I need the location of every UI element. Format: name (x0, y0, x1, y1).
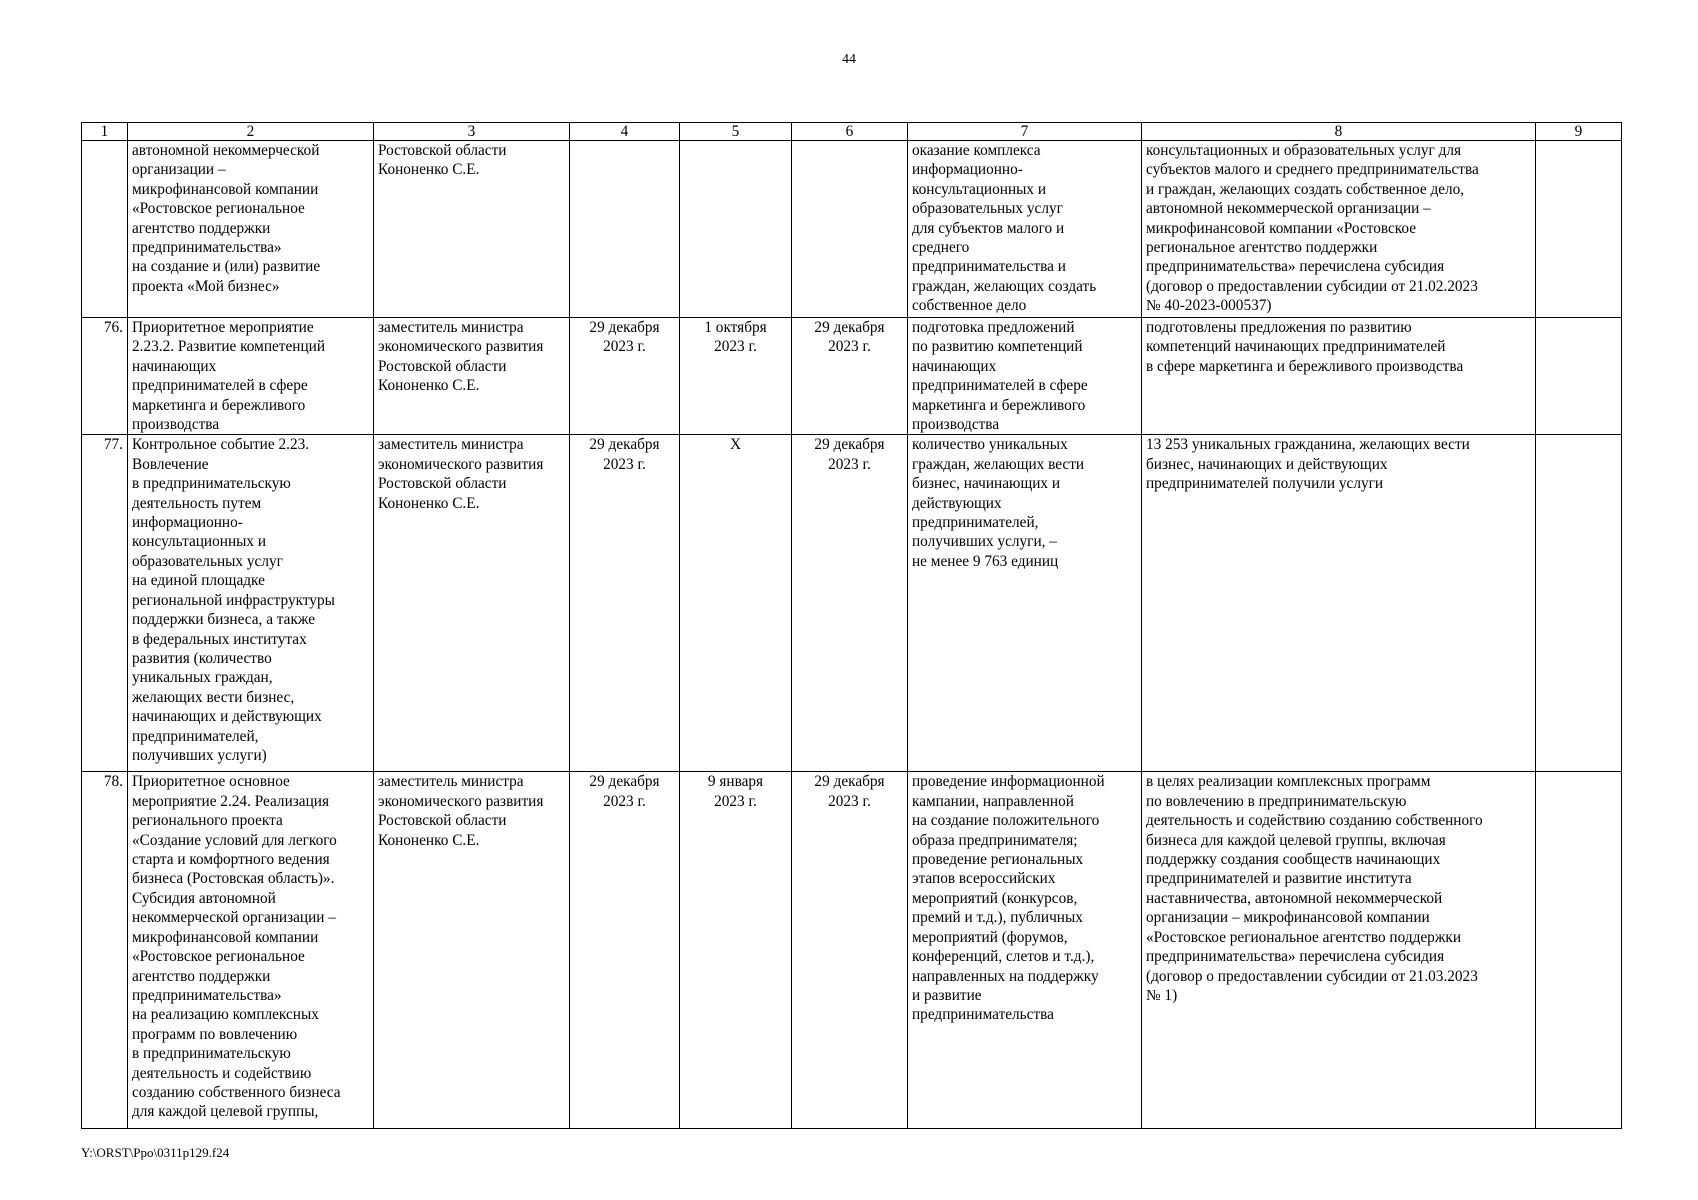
cell-text-line: в целях реализации комплексных программ (1146, 773, 1431, 791)
cell-text-line: производства (912, 416, 1000, 434)
cell-text-line: Приоритетное мероприятие (132, 319, 314, 336)
cell-text-line: регионального проекта (132, 812, 283, 830)
cell-text-line: среднего (912, 239, 970, 257)
cell-text-line: 2023 г. (603, 792, 646, 810)
cell-text-line: не менее 9 763 единиц (912, 552, 1059, 570)
notes-cell (1536, 435, 1622, 772)
planned-date-cell (570, 141, 680, 318)
cell-text-line: Ростовской области (378, 812, 507, 830)
column-header: 5 (680, 123, 792, 141)
cell-text-line: проведение информационной (912, 773, 1105, 791)
cell-text-line: предпринимательства» перечислена субсидия (1146, 258, 1445, 276)
cell-text-line: в предпринимательскую (132, 1045, 291, 1063)
cell-text-line: предпринимателей, (132, 727, 259, 745)
cell-text-line: автономной некоммерческой организации – (1146, 200, 1431, 218)
cell-text-line: 29 декабря (814, 436, 885, 454)
cell-text-line: бизнеса (Ростовская область)». (132, 870, 335, 888)
cell-text-line: этапов всероссийских (912, 870, 1056, 888)
cell-text-line: «Создание условий для легкого (132, 831, 337, 849)
cell-text-line: региональной инфраструктуры (132, 591, 335, 609)
cell-text-line: мероприятий (конкурсов, (912, 889, 1078, 907)
cell-text-line: (договор о предоставлении субсидии от 21.02.2023 (1146, 277, 1478, 295)
actual-result-cell (1142, 141, 1536, 318)
cell-text-line: подготовлены предложения по развитию (1146, 319, 1412, 336)
column-header: 2 (128, 123, 374, 141)
cell-text-line: предпринимательства (912, 1006, 1054, 1024)
events-table (81, 122, 1622, 1129)
responsible-cell (374, 772, 570, 1129)
cell-text-line: уникальных граждан, (132, 669, 273, 687)
cell-text-line: экономического развития (378, 792, 544, 810)
cell-text-line: поддержки бизнеса, а также (132, 611, 316, 629)
row-number-cell (82, 772, 128, 1129)
cell-text-line: X (729, 436, 742, 454)
cell-text-line: заместитель министра (378, 436, 524, 454)
cell-text-line: на создание и (или) развитие (132, 258, 321, 276)
expected-result-cell (908, 435, 1142, 772)
cell-text-line: микрофинансовой компании (132, 180, 319, 198)
cell-text-line: деятельность и содействию (132, 1064, 312, 1082)
cell-text-line: 29 декабря (814, 319, 885, 336)
cell-text-line: конференций, слетов и т.д.), (912, 948, 1095, 966)
cell-text-line: Ростовской области (378, 475, 507, 493)
column-header: 8 (1142, 123, 1536, 141)
actual-start-cell (680, 141, 792, 318)
cell-text-line: предпринимательства» (132, 986, 282, 1004)
cell-text-line: агентство поддержки (132, 967, 271, 985)
notes-cell (1536, 141, 1622, 318)
cell-text-line: развития (количество (132, 649, 272, 667)
cell-text-line: на создание положительного (912, 812, 1100, 830)
cell-text-line: «Ростовское региональное (132, 948, 305, 966)
actual-start-cell (680, 318, 792, 435)
cell-text-line: консультационных и образовательных услуг для (1146, 142, 1462, 159)
row-number-cell (82, 141, 128, 318)
cell-text-line: Кононенко С.Е. (378, 494, 480, 512)
measure-name-cell (128, 772, 374, 1129)
cell-text-line: образовательных услуг (132, 552, 283, 570)
cell-text-line: деятельность путем (132, 494, 262, 512)
cell-text-line: собственное дело (912, 297, 1027, 315)
cell-text-line: организации – микрофинансовой компании (1146, 909, 1430, 927)
column-header: 7 (908, 123, 1142, 141)
cell-text-line: оказание комплекса (912, 142, 1041, 159)
table-row (82, 141, 1622, 318)
cell-text-line: Ростовской области (378, 142, 507, 159)
expected-result-cell (908, 772, 1142, 1129)
cell-text-line: созданию собственного бизнеса (132, 1083, 341, 1101)
cell-text-line: наставничества, автономной некоммерческой (1146, 889, 1443, 907)
cell-text-line: действующих (912, 494, 1002, 512)
cell-text-line: консультационных и (912, 180, 1047, 198)
cell-text-line: образовательных услуг (912, 200, 1063, 218)
planned-date-cell (570, 318, 680, 435)
cell-text-line: организации – (132, 161, 226, 179)
cell-text-line: 2023 г. (714, 792, 757, 810)
cell-text-line: региональное агентство поддержки (1146, 239, 1378, 257)
cell-text-line: получивших услуги, – (912, 533, 1057, 551)
row-number-cell (82, 435, 128, 772)
table-row (82, 772, 1622, 1129)
actual-start-cell (680, 772, 792, 1129)
cell-text-line: заместитель министра (378, 319, 524, 336)
cell-text-line: на реализацию комплексных (132, 1006, 319, 1024)
cell-text-line: проведение региональных (912, 851, 1084, 869)
cell-text-line: бизнес, начинающих и (912, 475, 1061, 493)
cell-text-line: подготовка предложений (912, 319, 1075, 336)
cell-text-line: кампании, направленной (912, 792, 1074, 810)
cell-text-line: в предпринимательскую (132, 475, 291, 493)
cell-text-line: Кононенко С.Е. (378, 161, 480, 179)
cell-text-line: деятельность и содействию созданию собственного (1146, 812, 1483, 830)
cell-text-line: «Ростовское региональное агентство поддержки (1146, 928, 1462, 946)
footer-file-path: Y:\ORST\Ppo\0311p129.f24 (81, 1145, 230, 1160)
cell-text-line: заместитель министра (378, 773, 524, 791)
expected-result-cell (908, 318, 1142, 435)
cell-text-line: информационно- (912, 161, 1023, 179)
cell-text-line: премий и т.д.), публичных (912, 909, 1083, 927)
actual-end-cell (792, 141, 908, 318)
cell-text-line: Кононенко С.Е. (378, 377, 480, 395)
cell-text-line: предпринимателей и развитие института (1146, 870, 1412, 888)
cell-text-line: Приоритетное основное (132, 773, 290, 791)
cell-text-line: 1 октября (704, 319, 767, 336)
cell-text-line: консультационных и (132, 533, 267, 551)
row-number: 76. (103, 319, 123, 336)
cell-text-line: 2023 г. (828, 792, 871, 810)
cell-text-line: некоммерческой организации – (132, 909, 336, 927)
responsible-cell (374, 318, 570, 435)
cell-text-line: «Ростовское региональное (132, 200, 305, 218)
column-number-row (82, 123, 1622, 141)
cell-text-line: программ по вовлечению (132, 1025, 298, 1043)
measure-name-cell (128, 141, 374, 318)
cell-text-line: по вовлечению в предпринимательскую (1146, 792, 1407, 810)
cell-text-line: Вовлечение (132, 455, 209, 473)
cell-text-line: в федеральных институтах (132, 630, 307, 648)
responsible-cell (374, 435, 570, 772)
column-header: 9 (1536, 123, 1622, 141)
cell-text-line: 2023 г. (603, 455, 646, 473)
cell-text-line: начинающих и действующих (132, 708, 322, 726)
cell-text-line: 2023 г. (714, 338, 757, 356)
cell-text-line: поддержку создания сообществ начинающих (1146, 851, 1441, 869)
cell-text-line: и развитие (912, 986, 982, 1004)
cell-text-line: предпринимательства» (132, 239, 282, 257)
responsible-cell (374, 141, 570, 318)
cell-text-line: образа предпринимателя; (912, 831, 1078, 849)
cell-text-line: 2.23.2. Развитие компетенций (132, 338, 326, 356)
cell-text-line: предпринимателей в сфере (132, 377, 308, 395)
table-body (82, 141, 1622, 1129)
cell-text-line: проекта «Мой бизнес» (132, 277, 280, 295)
cell-text-line: предпринимателей, (912, 514, 1039, 532)
planned-date-cell (570, 435, 680, 772)
column-header: 3 (374, 123, 570, 141)
cell-text-line: количество уникальных (912, 436, 1068, 454)
cell-text-line: предпринимательства» перечислена субсидия (1146, 948, 1445, 966)
cell-text-line: старта и комфортного ведения (132, 851, 330, 869)
expected-result-cell (908, 141, 1142, 318)
cell-text-line: предпринимателей в сфере (912, 377, 1088, 395)
cell-text-line: производства (132, 416, 220, 434)
table-row (82, 435, 1622, 772)
cell-text-line: для каждой целевой группы, (132, 1103, 319, 1121)
cell-text-line: субъектов малого и среднего предпринимательства (1146, 161, 1479, 179)
measure-name-cell (128, 318, 374, 435)
row-number-cell (82, 318, 128, 435)
cell-text-line: в сфере маркетинга и бережливого производства (1146, 357, 1464, 375)
column-header: 1 (82, 123, 128, 141)
cell-text-line: начинающих (132, 357, 217, 375)
cell-text-line: 29 декабря (589, 436, 660, 454)
cell-text-line: по развитию компетенций (912, 338, 1083, 356)
cell-text-line: для субъектов малого и (912, 219, 1065, 237)
cell-text-line: получивших услуги) (132, 746, 267, 764)
cell-text-line: начинающих (912, 357, 997, 375)
cell-text-line: информационно- (132, 514, 243, 532)
cell-text-line: и граждан, желающих создать собственное дело, (1146, 180, 1465, 198)
row-number: 77. (103, 436, 123, 454)
cell-text-line: мероприятие 2.24. Реализация (132, 792, 329, 810)
cell-text-line: 2023 г. (828, 338, 871, 356)
cell-text-line: № 1) (1146, 986, 1178, 1004)
cell-text-line: маркетинга и бережливого (132, 396, 306, 414)
column-header: 6 (792, 123, 908, 141)
cell-text-line: направленных на поддержку (912, 967, 1099, 985)
actual-end-cell (792, 435, 908, 772)
actual-start-cell (680, 435, 792, 772)
cell-text-line: граждан, желающих создать (912, 277, 1097, 295)
actual-end-cell (792, 318, 908, 435)
notes-cell (1536, 772, 1622, 1129)
cell-text-line: микрофинансовой компании «Ростовское (1146, 219, 1417, 237)
table-row (82, 318, 1622, 435)
cell-text-line: бизнес, начинающих и действующих (1146, 455, 1388, 473)
cell-text-line: 2023 г. (828, 455, 871, 473)
cell-text-line: 13 253 уникальных гражданина, желающих вести (1146, 436, 1470, 454)
cell-text-line: бизнеса для каждой целевой группы, включая (1146, 831, 1446, 849)
actual-result-cell (1142, 772, 1536, 1129)
cell-text-line: экономического развития (378, 455, 544, 473)
cell-text-line: 2023 г. (603, 338, 646, 356)
measure-name-cell (128, 435, 374, 772)
cell-text-line: предпринимательства и (912, 258, 1066, 276)
cell-text-line: 29 декабря (589, 773, 660, 791)
row-number: 78. (103, 773, 123, 791)
cell-text-line: Субсидия автономной (132, 889, 276, 907)
actual-result-cell (1142, 318, 1536, 435)
column-header: 4 (570, 123, 680, 141)
cell-text-line: маркетинга и бережливого (912, 396, 1086, 414)
cell-text-line: автономной некоммерческой (132, 142, 320, 159)
cell-text-line: 9 января (707, 773, 764, 791)
cell-text-line: граждан, желающих вести (912, 455, 1085, 473)
cell-text-line: мероприятий (форумов, (912, 928, 1068, 946)
cell-text-line: Ростовской области (378, 357, 507, 375)
cell-text-line: Кононенко С.Е. (378, 831, 480, 849)
actual-end-cell (792, 772, 908, 1129)
cell-text-line: экономического развития (378, 338, 544, 356)
planned-date-cell (570, 772, 680, 1129)
notes-cell (1536, 318, 1622, 435)
cell-text-line: микрофинансовой компании (132, 928, 319, 946)
cell-text-line: желающих вести бизнес, (132, 688, 295, 706)
cell-text-line: № 40-2023-000537) (1146, 297, 1272, 315)
cell-text-line: 29 декабря (589, 319, 660, 336)
cell-text-line: (договор о предоставлении субсидии от 21.03.2023 (1146, 967, 1478, 985)
cell-text-line: агентство поддержки (132, 219, 271, 237)
cell-text-line: 29 декабря (814, 773, 885, 791)
cell-text-line: компетенций начинающих предпринимателей (1146, 338, 1446, 356)
cell-text-line: Контрольное событие 2.23. (132, 436, 310, 454)
cell-text-line: на единой площадке (132, 572, 265, 590)
actual-result-cell (1142, 435, 1536, 772)
cell-text-line: предпринимателей получили услуги (1146, 475, 1384, 493)
page-number: 44 (842, 52, 856, 67)
